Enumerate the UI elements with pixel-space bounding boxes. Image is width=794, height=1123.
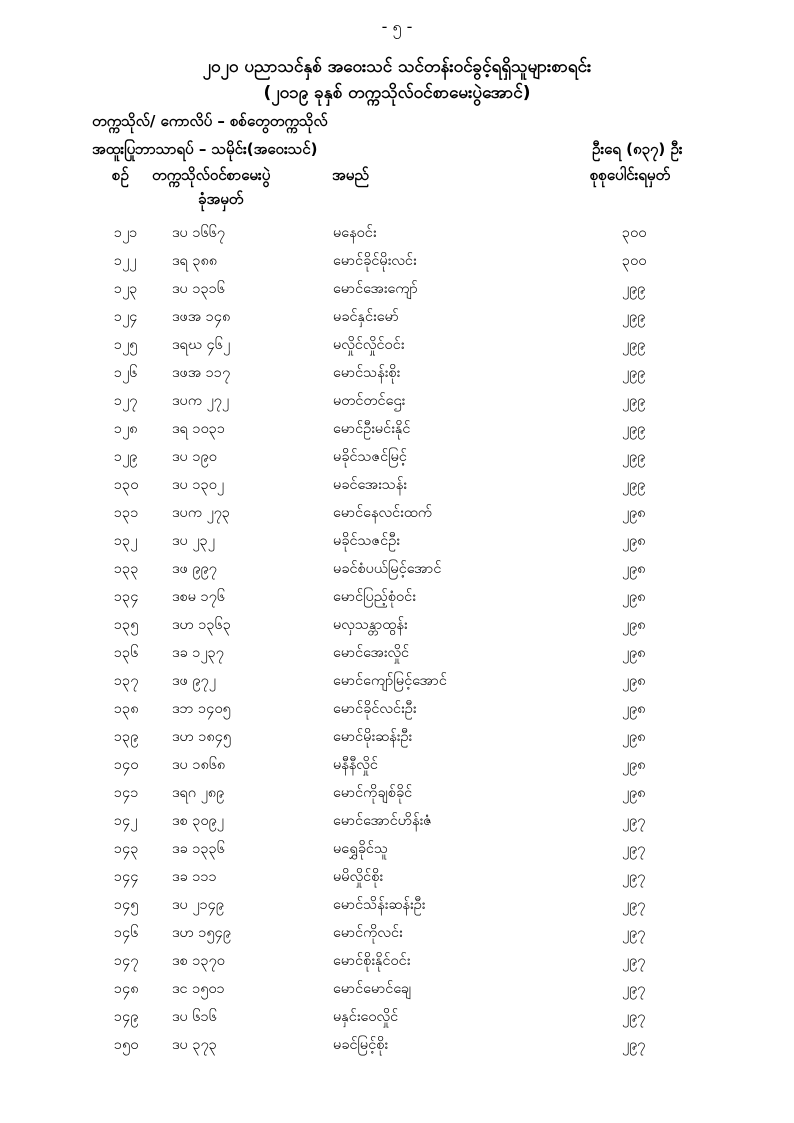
roll-number: ဒရ ၃၈၈	[172, 253, 218, 269]
roll-number: ဒပက ၂၇၂	[172, 393, 230, 409]
table-row	[0, 586, 794, 614]
row-number: ၁၄၃	[114, 841, 139, 857]
row-number: ၁၂၁	[114, 225, 138, 241]
row-number: ၁၄၂	[114, 813, 138, 829]
student-name: မနေဝင်း	[333, 225, 377, 241]
student-name: မောင်ပြည့်စုံဝင်း	[333, 589, 416, 605]
student-name: မလှသန္တာထွန်း	[333, 617, 408, 633]
table-row	[0, 530, 794, 558]
student-name: မမိလှိုင်စိုး	[333, 869, 384, 885]
roll-number: ဒဟ ၁၅၄၉	[172, 925, 231, 941]
student-name: မောင်အေးကျော်	[333, 281, 418, 297]
total-marks: ၂၉၉	[622, 337, 646, 353]
table-row	[0, 278, 794, 306]
total-marks: ၂၉၈	[622, 533, 646, 549]
total-marks: ၂၉၈	[622, 785, 646, 801]
total-marks: ၂၉၈	[622, 617, 646, 633]
roll-number: ဒခ ၁၁၁	[172, 869, 217, 885]
table-row	[0, 726, 794, 754]
column-header-name: အမည်	[332, 166, 369, 184]
student-name: မောင်ကိုချစ်ခိုင်	[333, 785, 413, 801]
table-row	[0, 866, 794, 894]
roll-number: ဒပ ၆၁၆	[172, 1009, 217, 1025]
student-name: မလှိုင်လှိုင်ဝင်း	[333, 337, 405, 353]
roll-number: ဒပ ၁၃၁၆	[172, 281, 226, 297]
row-number: ၁၄၄	[114, 869, 139, 885]
student-name: မောင်အေးလှိုင်	[333, 645, 410, 661]
document-subtitle: (၂၀၁၉ ခုနှစ် တက္ကသိုလ်ဝင်စာမေးပွဲအောင်)	[263, 83, 531, 103]
row-number: ၁၄၀	[114, 757, 139, 773]
roll-number: ဒစ ၁၃၇၀	[172, 953, 225, 969]
total-marks: ၃၀၀	[622, 225, 647, 241]
roll-number: ဒခ ၁၃၃၆	[172, 841, 225, 857]
row-number: ၁၄၁	[114, 785, 139, 801]
row-number: ၁၃၉	[114, 729, 139, 745]
results-table	[0, 222, 794, 1062]
roll-number: ဒပ ၁၆၆၇	[172, 225, 226, 241]
student-name: မောင်ကျော်မြင့်အောင်	[333, 673, 447, 689]
total-marks: ၂၉၇	[622, 1009, 646, 1025]
table-row	[0, 978, 794, 1006]
row-number: ၁၂၉	[114, 449, 138, 465]
table-row	[0, 894, 794, 922]
major-label: အထူးပြုဘာသာရပ် – သမိုင်း(အဝေးသင်)	[92, 140, 318, 158]
roll-number: ဒဟ ၁၃၆၃	[172, 617, 231, 633]
row-number: ၁၃၆	[114, 645, 139, 661]
student-name: မခင်မြင့်စိုး	[333, 1037, 389, 1053]
row-number: ၁၃၅	[114, 617, 139, 633]
student-name: မခင်အေးသန်း	[333, 477, 407, 493]
row-number: ၁၅၀	[114, 1037, 139, 1053]
table-row	[0, 782, 794, 810]
total-marks: ၂၉၈	[622, 673, 646, 689]
total-marks: ၂၉၇	[622, 1037, 646, 1053]
roll-number: ဒရ ၁၀၃၁	[172, 421, 226, 437]
student-name: မောင်စိုးနိုင်ဝင်း	[333, 953, 411, 969]
student-name: မနှင်းဝေလှိုင်	[333, 1009, 399, 1025]
row-number: ၁၃၂	[114, 533, 138, 549]
table-row	[0, 418, 794, 446]
roll-number: ဒင ၁၅၀၁	[172, 981, 225, 997]
document-title: ၂၀၂၀ ပညာသင်နှစ် အဝေးသင် သင်တန်းဝင်ခွင့်ရရှိသူများစာရင်း	[202, 57, 592, 77]
table-row	[0, 922, 794, 950]
roll-number: ဒစမ ၁၇၆	[172, 589, 226, 605]
total-marks: ၂၉၈	[622, 645, 646, 661]
roll-number: ဒဖအ ၁၄၈	[172, 309, 231, 325]
row-number: ၁၂၅	[114, 337, 138, 353]
roll-number: ဒပ ၂၁၄၉	[172, 897, 225, 913]
total-marks: ၂၉၈	[622, 701, 646, 717]
total-marks: ၃၀၀	[622, 253, 647, 269]
row-number: ၁၄၉	[114, 1009, 139, 1025]
row-number: ၁၃၀	[114, 477, 139, 493]
row-number: ၁၄၅	[114, 897, 139, 913]
total-marks: ၂၉၉	[622, 477, 646, 493]
table-row	[0, 642, 794, 670]
roll-number: ဒရဂ ၂၈၉	[172, 785, 225, 801]
row-number: ၁၃၈	[114, 701, 139, 717]
total-marks: ၂၉၈	[622, 561, 646, 577]
student-name: မနီနီလှိုင်	[333, 757, 378, 773]
row-number: ၁၂၄	[114, 309, 138, 325]
total-marks: ၂၉၈	[622, 505, 646, 521]
total-marks: ၂၉၈	[622, 729, 646, 745]
table-row	[0, 446, 794, 474]
total-marks: ၂၉၉	[622, 309, 646, 325]
student-name: မခင်နှင်းမော်	[333, 309, 399, 325]
student-name: မောင်သန်းစိုး	[333, 365, 401, 381]
table-row	[0, 810, 794, 838]
column-header-marks: စုစုပေါင်းရမှတ်	[590, 166, 671, 184]
total-marks: ၂၉၇	[622, 897, 646, 913]
table-row	[0, 474, 794, 502]
roll-number: ဒဟ ၁၈၄၅	[172, 729, 232, 745]
table-row	[0, 838, 794, 866]
roll-number: ဒဖအ ၁၁၇	[172, 365, 231, 381]
student-count: ဦးရေ (၈၃၇) ဦး	[592, 140, 683, 158]
total-marks: ၂၉၉	[622, 421, 646, 437]
student-name: မောင်ခိုင်လင်းဦး	[333, 701, 417, 717]
row-number: ၁၂၆	[114, 365, 138, 381]
student-name: မောင်နေလင်းထက်	[333, 505, 433, 521]
roll-number: ဒပ ၁၉၀	[172, 449, 217, 465]
total-marks: ၂၉၉	[622, 281, 646, 297]
total-marks: ၂၉၇	[622, 925, 646, 941]
total-marks: ၂၉၈	[622, 589, 646, 605]
table-row	[0, 698, 794, 726]
table-row	[0, 306, 794, 334]
table-row	[0, 1034, 794, 1062]
student-name: မောင်သိန်းဆန်းဦး	[333, 897, 426, 913]
column-header-no: စဉ်	[112, 166, 129, 184]
student-name: မခိုင်သဇင်မြင့်	[333, 449, 407, 465]
table-row	[0, 558, 794, 586]
row-number: ၁၃၁	[114, 505, 139, 521]
row-number: ၁၃၃	[114, 561, 139, 577]
table-row	[0, 250, 794, 278]
roll-number: ဒပ ၁၈၆၈	[172, 757, 226, 773]
table-row	[0, 670, 794, 698]
total-marks: ၂၉၇	[622, 953, 646, 969]
roll-number: ဒပက ၂၇၃	[172, 505, 231, 521]
roll-number: ဒရဃ ၄၆၂	[172, 337, 231, 353]
row-number: ၁၃၇	[114, 673, 139, 689]
student-name: မောင်ကိုလင်း	[333, 925, 403, 941]
student-name: မောင်ဦးမင်းနိုင်	[333, 421, 411, 437]
total-marks: ၂၉၉	[622, 365, 646, 381]
total-marks: ၂၉၉	[622, 393, 646, 409]
table-row	[0, 1006, 794, 1034]
table-row	[0, 502, 794, 530]
total-marks: ၂၉၇	[622, 869, 646, 885]
total-marks: ၂၉၉	[622, 449, 646, 465]
row-number: ၁၂၇	[114, 393, 138, 409]
total-marks: ၂၉၈	[622, 757, 646, 773]
roll-number: ဒစ ၃၀၉၂	[172, 813, 224, 829]
student-name: မောင်အောင်ဟိန်းဇံ	[333, 813, 432, 829]
college-label: တက္ကသိုလ်/ ကောလိပ် – စစ်တွေတက္ကသိုလ်	[92, 112, 328, 130]
roll-number: ဒဘ ၁၄၀၅	[172, 701, 231, 717]
row-number: ၁၂၈	[114, 421, 138, 437]
student-name: မရွှေခိုင်သူ	[333, 841, 388, 857]
row-number: ၁၂၂	[114, 253, 137, 269]
row-number: ၁၂၃	[114, 281, 138, 297]
row-number: ၁၃၄	[114, 589, 139, 605]
student-name: မောင်မိုးဆန်းဦး	[333, 729, 413, 745]
table-row	[0, 222, 794, 250]
roll-number: ဒပ ၂၃၂	[172, 533, 215, 549]
total-marks: ၂၉၇	[622, 841, 646, 857]
table-row	[0, 754, 794, 782]
page-number: - ၅ -	[381, 17, 413, 36]
table-row	[0, 334, 794, 362]
student-name: မခင်စံပယ်မြင့်အောင်	[333, 561, 442, 577]
student-name: မခိုင်သဇင်ဦး	[333, 533, 400, 549]
table-row	[0, 362, 794, 390]
roll-number: ဒဖ ၉၉၇	[172, 561, 217, 577]
column-header-roll-line2: ခုံအမှတ်	[198, 190, 244, 208]
table-row	[0, 950, 794, 978]
row-number: ၁၄၆	[114, 925, 139, 941]
row-number: ၁၄၈	[114, 981, 139, 997]
roll-number: ဒပ ၃၇၃	[172, 1037, 217, 1053]
student-name: မတင်တင်ဌေး	[333, 393, 406, 409]
roll-number: ဒဖ ၉၇၂	[172, 673, 216, 689]
column-header-roll: တက္ကသိုလ်ဝင်စာမေးပွဲ	[152, 166, 271, 184]
roll-number: ဒခ ၁၂၃၇	[172, 645, 224, 661]
row-number: ၁၄၇	[114, 953, 139, 969]
student-name: မောင်ခိုင်မိုးလင်း	[333, 253, 417, 269]
table-row	[0, 614, 794, 642]
roll-number: ဒပ ၁၃၀၂	[172, 477, 225, 493]
student-name: မောင်မောင်ချေ	[333, 981, 412, 997]
total-marks: ၂၉၇	[622, 981, 646, 997]
table-row	[0, 390, 794, 418]
total-marks: ၂၉၇	[622, 813, 646, 829]
